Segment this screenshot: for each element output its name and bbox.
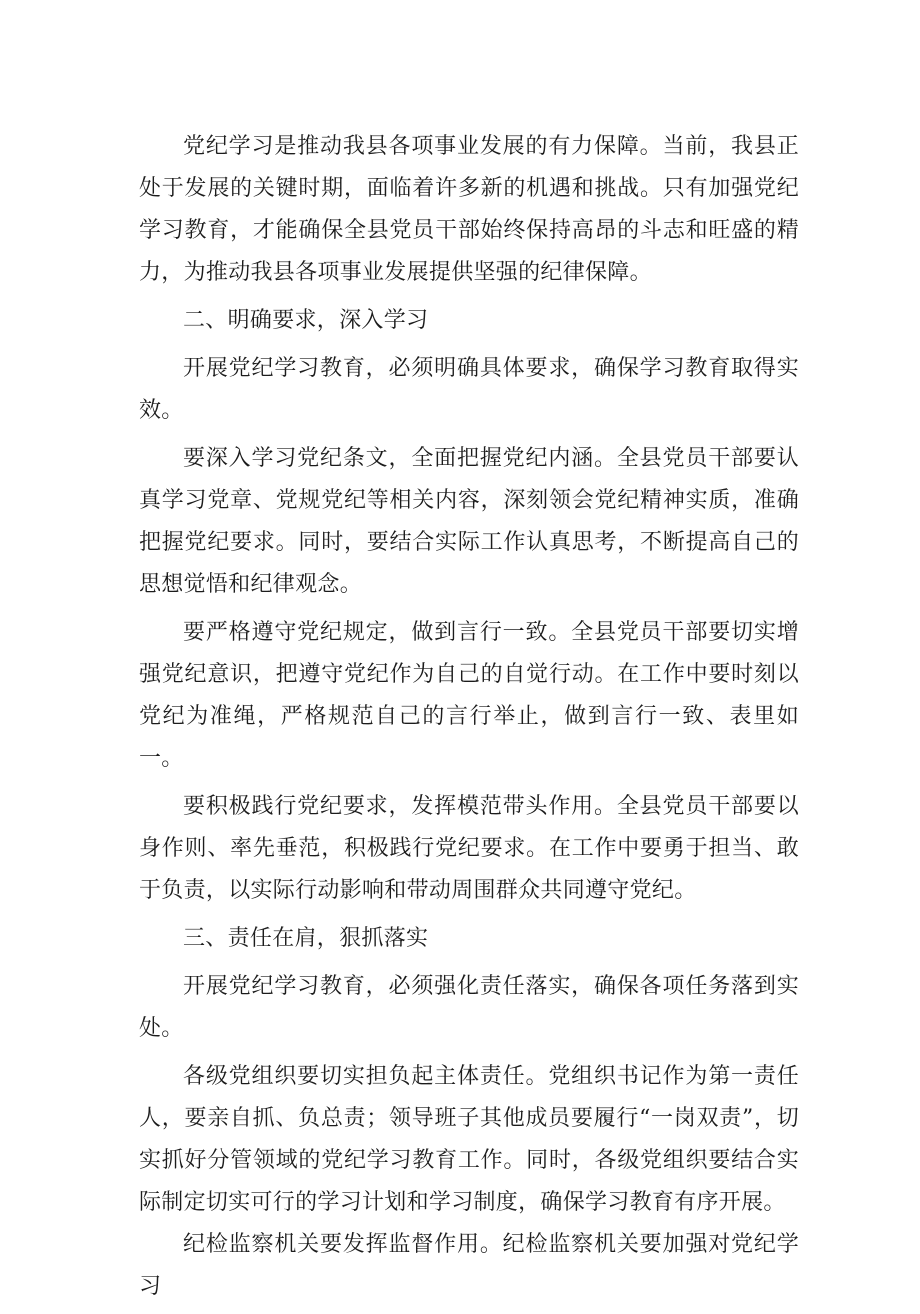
section-heading-2: 二、明确要求，深入学习 <box>183 308 429 333</box>
paragraph-party-organization-duty: 各级党组织要切实担负起主体责任。党组织书记作为第一责任人，要亲自抓、负总责；领导班子其他成员要履行“一岗双责”，切实抓好分管领域的党纪学习教育工作。同时，各级党组织要结合实际制定切实可行的学习计划和学习制度，确保学习教育有序开展。 <box>139 1064 799 1215</box>
document-body <box>139 126 799 1314</box>
paragraph-section3-summary: 开展党纪学习教育，必须强化责任落实，确保各项任务落到实处。 <box>139 974 799 1041</box>
paragraph-intro: 党纪学习是推动我县各项事业发展的有力保障。当前，我县正处于发展的关键时期，面临着许多新的机遇和挑战。只有加强党纪学习教育，才能确保全县党员干部始终保持高昂的斗志和旺盛的精力，为推动我县各项事业发展提供坚强的纪律保障。 <box>139 134 799 285</box>
paragraph-section2-summary: 开展党纪学习教育，必须明确具体要求，确保学习教育取得实效。 <box>139 356 799 423</box>
paragraph-practice-requirements: 要积极践行党纪要求，发挥模范带头作用。全县党员干部要以身作则、率先垂范，积极践行党纪要求。在工作中要勇于担当、敢于负责，以实际行动影响和带动周围群众共同遵守党纪。 <box>139 794 799 903</box>
paragraph-observe-rules: 要严格遵守党纪规定，做到言行一致。全县党员干部要切实增强党纪意识，把遵守党纪作为自己的自觉行动。在工作中要时刻以党纪为准绳，严格规范自己的言行举止，做到言行一致、表里如一。 <box>139 620 799 771</box>
section-heading-3: 三、责任在肩，狠抓落实 <box>183 926 429 951</box>
paragraph-study-articles: 要深入学习党纪条文，全面把握党纪内涵。全县党员干部要认真学习党章、党规党纪等相关内容，深刻领会党纪精神实质，准确把握党纪要求。同时，要结合实际工作认真思考，不断提高自己的思想觉悟和纪律观念。 <box>139 446 799 597</box>
paragraph-supervision: 纪检监察机关要发挥监督作用。纪检监察机关要加强对党纪学习 <box>139 1232 799 1299</box>
